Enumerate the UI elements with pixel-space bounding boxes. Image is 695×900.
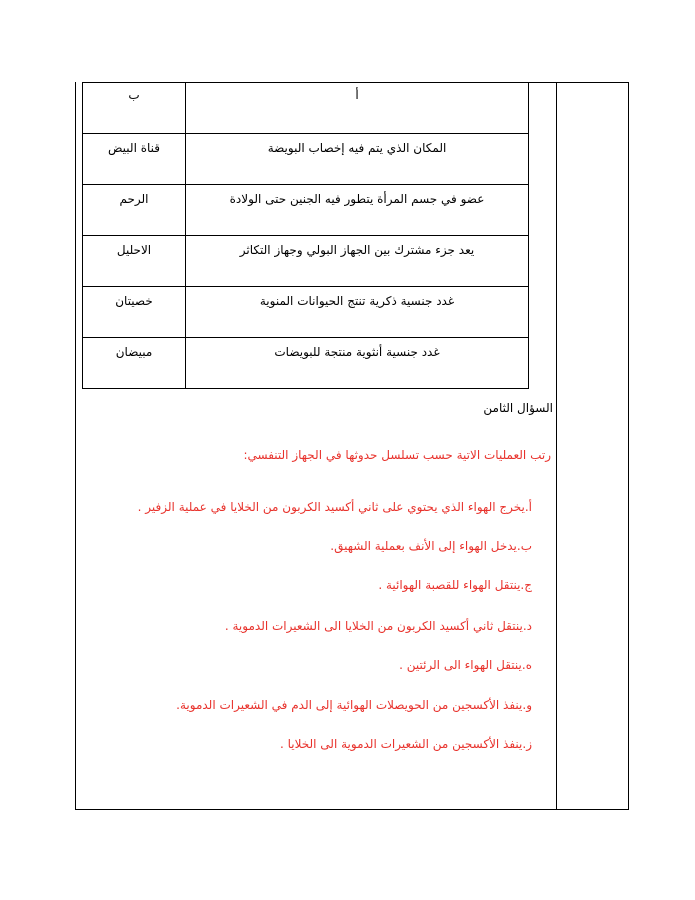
table-cell-b: مبيضان — [83, 338, 186, 389]
list-item: ه.ينتقل الهواء الى الرئتين . — [399, 658, 532, 672]
table-cell-b: قناة البيض — [83, 134, 186, 185]
table-cell-a: عضو في جسم المرأة يتطور فيه الجنين حتى الولادة — [186, 185, 529, 236]
frame-left-border — [75, 82, 76, 810]
list-item: ز.ينفذ الأكسجين من الشعيرات الدموية الى الخلايا . — [279, 737, 532, 751]
list-item: د.ينتقل ثاني أكسيد الكربون من الخلايا الى الشعيرات الدموية . — [224, 619, 532, 633]
frame-right-border — [628, 82, 629, 810]
table-row — [83, 287, 529, 338]
table-cell-b: الاحليل — [83, 236, 186, 287]
matching-table — [82, 82, 529, 389]
question-instruction: رتب العمليات الاتية حسب تسلسل حدوثها في الجهاز التنفسي: — [243, 448, 551, 462]
list-item: أ.يخرج الهواء الذي يحتوي على ثاني أكسيد الكربون من الخلايا في عملية الزفير . — [137, 500, 532, 514]
list-item: ب.يدخل الهواء إلى الأنف بعملية الشهيق. — [330, 539, 532, 553]
table-cell-a: غدد جنسية ذكرية تنتج الحيوانات المنوية — [186, 287, 529, 338]
column-b-header: ب — [83, 83, 186, 134]
column-a-header: أ — [186, 83, 529, 134]
list-item: ج.ينتقل الهواء للقصبة الهوائية . — [378, 578, 532, 592]
table-cell-a: المكان الذي يتم فيه إخصاب البويضة — [186, 134, 529, 185]
frame-top-border-right — [529, 82, 629, 83]
table-row — [83, 236, 529, 287]
table-row — [83, 134, 529, 185]
list-item: و.ينفذ الأكسجين من الحويصلات الهوائية إلى الدم في الشعيرات الدموية. — [176, 698, 532, 712]
frame-middle-divider — [556, 82, 557, 810]
table-cell-b: خصيتان — [83, 287, 186, 338]
table-cell-a: غدد جنسية أنثوية منتجة للبويضات — [186, 338, 529, 389]
table-row — [83, 185, 529, 236]
table-cell-b: الرحم — [83, 185, 186, 236]
frame-bottom-border — [75, 809, 629, 810]
table-cell-a: يعد جزء مشترك بين الجهاز البولي وجهاز التكاثر — [186, 236, 529, 287]
table-row — [83, 338, 529, 389]
question-title: السؤال الثامن — [483, 401, 553, 415]
table-header-row — [83, 83, 529, 134]
